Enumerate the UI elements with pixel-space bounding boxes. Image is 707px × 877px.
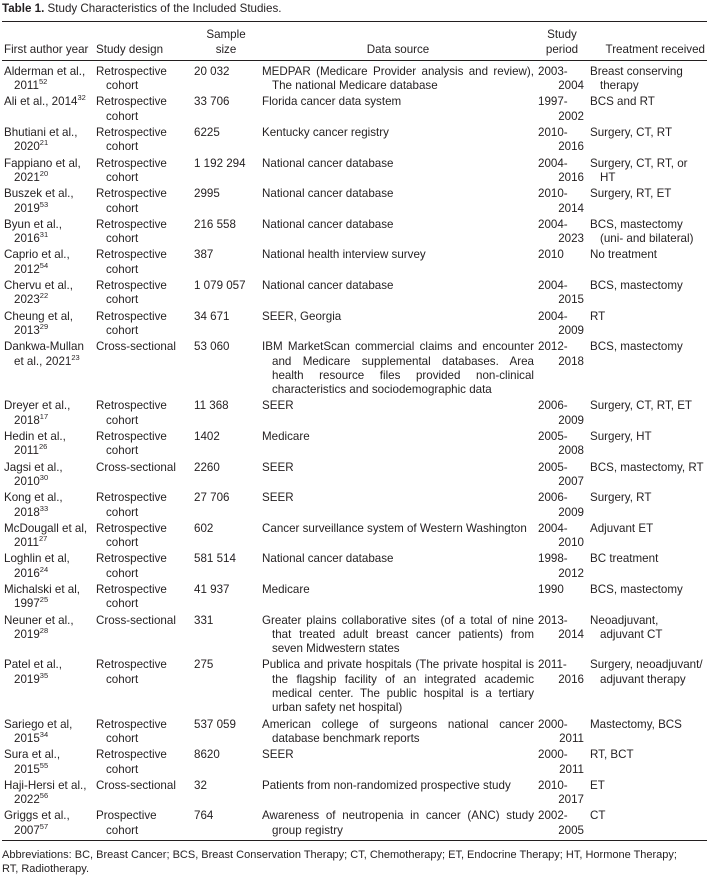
cell-study-period <box>536 60 588 94</box>
reference-number: 53 <box>39 199 49 209</box>
period-start: 2004- <box>538 521 568 535</box>
author-text: Buszek et al., 2019 <box>4 187 74 215</box>
period-start: 1990 <box>538 582 564 596</box>
author-text: Haji-Hersi et al., 2022 <box>4 778 87 807</box>
cell-data-source: Cancer surveillance system of Western Washington <box>262 521 527 535</box>
table-row <box>2 808 707 840</box>
cell-design: Retrospective cohort <box>96 399 167 427</box>
table-row <box>2 460 707 491</box>
cell-treatment: BC treatment <box>590 552 659 566</box>
reference-number: 31 <box>39 230 49 240</box>
period-start: 2003- <box>538 64 568 78</box>
cell-data-source: SEER <box>262 399 294 413</box>
author-text: Chervu et al., 2023 <box>4 279 73 307</box>
reference-number: 52 <box>38 77 48 87</box>
reference-number: 21 <box>39 138 49 148</box>
cell-treatment: Surgery, CT, RT, or HT <box>590 156 688 184</box>
cell-sample-size: 331 <box>194 613 214 627</box>
author-text: Patel et al., 2019 <box>4 658 63 686</box>
cell-author <box>2 60 94 94</box>
cell-design: Retrospective cohort <box>96 95 167 123</box>
period-start: 2010- <box>538 126 568 140</box>
cell-data-source: Kentucky cancer registry <box>262 126 389 140</box>
cell-design: Retrospective cohort <box>96 217 167 246</box>
cell-treatment: BCS and RT <box>590 95 655 109</box>
cell-sample-size: 387 <box>194 248 214 262</box>
cell-data-source: National cancer database <box>262 156 394 170</box>
cell-design: Cross-sectional <box>96 340 176 354</box>
cell-sample-size: 2995 <box>194 187 220 201</box>
period-start: 2006- <box>538 491 568 505</box>
author-text: Caprio et al., 2012 <box>4 248 70 276</box>
period-start: 1998- <box>538 552 568 566</box>
author-text: Sura et al., 2015 <box>4 748 61 776</box>
cell-data-source: SEER <box>262 460 294 474</box>
period-end: 2016 <box>558 672 584 686</box>
period-end: 2014 <box>558 201 584 215</box>
cell-sample-size: 275 <box>194 658 214 672</box>
table-row <box>2 217 707 248</box>
header-design: Study design <box>94 22 192 61</box>
author-text: Byun et al., 2016 <box>4 217 63 246</box>
period-end: 2009 <box>558 505 584 519</box>
cell-author <box>2 156 94 187</box>
cell-author <box>2 521 94 552</box>
cell-study-period <box>536 247 588 278</box>
cell-sample-size: 11 368 <box>194 399 229 413</box>
cell-author <box>2 778 94 809</box>
cell-data-source: Awareness of neutropenia in cancer (ANC) study group registry <box>260 808 536 840</box>
table-row <box>2 125 707 156</box>
table-title: Study Characteristics of the Included Studies. <box>47 2 282 15</box>
table-row <box>2 94 707 125</box>
table-row <box>2 613 707 658</box>
table-row <box>2 551 707 582</box>
cell-treatment: No treatment <box>590 248 658 262</box>
cell-study-period <box>536 398 588 429</box>
cell-study-period <box>536 582 588 613</box>
cell-study-period <box>536 521 588 552</box>
cell-study-period <box>536 747 588 778</box>
cell-study-period <box>536 94 588 125</box>
period-end: 2004 <box>558 79 584 93</box>
cell-data-source: Greater plains collaborative sites (of a total of nine that treated adult breast cancer patients) from seven Midwestern states <box>262 613 534 656</box>
cell-treatment: ET <box>590 778 605 792</box>
study-characteristics-table <box>2 21 707 841</box>
cell-sample-size: 32 <box>194 778 207 792</box>
cell-study-period <box>536 717 588 748</box>
reference-number: 55 <box>39 760 49 770</box>
cell-author <box>2 551 94 582</box>
period-end: 2008 <box>558 444 584 458</box>
period-end: 2005 <box>558 823 584 837</box>
table-row <box>2 156 707 187</box>
cell-design: Retrospective cohort <box>96 430 167 458</box>
author-text: Kong et al., 2018 <box>4 491 63 519</box>
cell-treatment: RT, BCT <box>590 748 634 762</box>
cell-treatment: Surgery, CT, RT, ET <box>590 399 693 413</box>
cell-treatment: Surgery, RT <box>590 491 652 505</box>
period-end: 2007 <box>558 474 584 488</box>
period-start: 2004- <box>538 156 568 170</box>
cell-treatment: CT <box>588 808 707 840</box>
period-end: 2010 <box>558 536 584 550</box>
cell-treatment: Surgery, neoadjuvant/ adjuvant therapy <box>590 658 703 686</box>
period-start: 2000- <box>538 717 568 731</box>
period-end: 2017 <box>558 793 584 807</box>
cell-data-source: Medicare <box>262 582 310 596</box>
period-end: 2016 <box>558 170 584 184</box>
period-start: 2005- <box>538 430 568 444</box>
author-text: Fappiano et al, 2021 <box>4 156 81 184</box>
cell-design: Retrospective cohort <box>96 582 167 611</box>
period-end: 2016 <box>558 140 584 154</box>
table-row <box>2 582 707 613</box>
cell-design: Retrospective cohort <box>96 658 167 686</box>
cell-study-period <box>536 613 588 658</box>
cell-treatment: BCS, mastectomy <box>590 340 683 354</box>
cell-design: Cross-sectional <box>96 613 176 627</box>
reference-number: 22 <box>39 291 49 301</box>
cell-author <box>2 613 94 658</box>
reference-number: 25 <box>39 595 49 605</box>
period-end: 2011 <box>559 762 584 776</box>
reference-number: 23 <box>71 352 80 362</box>
cell-study-period <box>536 460 588 491</box>
cell-sample-size: 27 706 <box>194 491 230 505</box>
reference-number: 17 <box>39 411 49 421</box>
reference-number: 56 <box>39 791 49 801</box>
author-text: Sariego et al, 2015 <box>4 717 73 745</box>
cell-design: Retrospective cohort <box>96 748 167 776</box>
header-study-period-line2: period <box>545 42 579 56</box>
cell-design: Retrospective cohort <box>96 309 167 337</box>
cell-treatment: Surgery, RT, ET <box>590 187 672 201</box>
cell-treatment: Breast conserving therapy <box>590 64 683 93</box>
author-text: Griggs et al., 2007 <box>4 809 70 837</box>
author-text: Loghlin et al, 2016 <box>4 552 70 580</box>
cell-study-period <box>536 429 588 460</box>
period-start: 2013- <box>538 613 568 627</box>
table-row <box>2 339 707 398</box>
period-start: 2010- <box>538 778 568 792</box>
cell-author <box>2 747 94 778</box>
reference-number: 32 <box>77 93 86 103</box>
cell-author <box>2 125 94 156</box>
cell-design: Retrospective cohort <box>96 126 167 154</box>
author-text: Dankwa-Mullan et al., 2021 <box>4 340 84 368</box>
cell-sample-size: 1 192 294 <box>194 156 246 170</box>
reference-number: 54 <box>39 260 49 270</box>
cell-data-source: SEER <box>262 491 294 505</box>
cell-sample-size: 764 <box>192 808 260 840</box>
header-study-period-line1: Study <box>547 28 577 42</box>
cell-author <box>2 309 94 340</box>
cell-study-period <box>536 278 588 309</box>
table-row <box>2 247 707 278</box>
cell-data-source: American college of surgeons national cancer database benchmark reports <box>262 717 534 745</box>
period-start: 2004- <box>538 309 568 323</box>
cell-data-source: Florida cancer data system <box>262 95 402 109</box>
cell-design: Retrospective cohort <box>96 156 167 184</box>
cell-author <box>2 657 94 716</box>
cell-author <box>2 490 94 521</box>
cell-design: Retrospective cohort <box>96 521 167 550</box>
cell-data-source: National cancer database <box>262 279 394 293</box>
author-text: Ali et al., 2014 <box>4 95 78 109</box>
cell-study-period <box>536 339 588 398</box>
cell-sample-size: 2260 <box>194 460 220 474</box>
cell-author <box>2 717 94 748</box>
cell-sample-size: 41 937 <box>194 582 230 596</box>
cell-data-source: SEER, Georgia <box>262 309 342 323</box>
reference-number: 34 <box>39 729 49 739</box>
table-footnote: Abbreviations: BC, Breast Cancer; BCS, Breast Conservation Therapy; CT, Chemotherapy; ET, Endocrine Therapy; HT, Hormone Therapy; RT, Radiotherapy. <box>2 849 677 876</box>
cell-author <box>2 460 94 491</box>
table-label: Table 1. <box>2 2 45 15</box>
cell-study-period <box>536 778 588 809</box>
cell-data-source: National health interview survey <box>262 248 426 262</box>
author-text: Michalski et al, 1997 <box>4 582 81 611</box>
table-row <box>2 490 707 521</box>
reference-number: 30 <box>39 472 49 482</box>
cell-sample-size: 34 671 <box>194 309 230 323</box>
cell-sample-size: 6225 <box>194 126 220 140</box>
period-start: 2010- <box>538 187 568 201</box>
period-start: 2006- <box>538 399 568 413</box>
cell-data-source: IBM MarketScan commercial claims and encounter and Medicare supplemental databases. Area health resource files provided non-clinical characteristics and sociodemographic data <box>262 340 534 397</box>
cell-sample-size: 1 079 057 <box>194 279 246 293</box>
reference-number: 28 <box>39 625 49 635</box>
cell-data-source: National cancer database <box>262 217 394 231</box>
cell-study-period <box>536 217 588 248</box>
header-sample-size-line1: Sample <box>206 28 246 42</box>
table-row <box>2 186 707 217</box>
table-row <box>2 309 707 340</box>
cell-design: Retrospective cohort <box>96 491 167 519</box>
period-end: 2015 <box>558 293 584 307</box>
author-text: Bhutiani et al., 2020 <box>4 126 78 154</box>
cell-sample-size: 216 558 <box>194 217 236 231</box>
table-row <box>2 657 707 716</box>
cell-design: Retrospective cohort <box>96 187 167 215</box>
cell-author <box>2 339 94 398</box>
cell-sample-size: 602 <box>194 521 214 535</box>
author-text: Cheung et al, 2013 <box>4 309 73 337</box>
cell-treatment: Neoadjuvant, adjuvant CT <box>590 613 663 641</box>
cell-study-period <box>536 808 588 840</box>
cell-author <box>2 94 94 125</box>
period-start: 2004- <box>538 279 568 293</box>
cell-author <box>2 186 94 217</box>
cell-study-period <box>536 156 588 187</box>
period-start: 2005- <box>538 460 568 474</box>
table-row <box>2 521 707 552</box>
period-end: 2023 <box>558 232 584 246</box>
cell-treatment: BCS, mastectomy <box>590 582 683 596</box>
cell-design: Retrospective cohort <box>96 552 167 580</box>
cell-sample-size: 8620 <box>194 748 220 762</box>
cell-design: Retrospective cohort <box>96 717 167 745</box>
cell-sample-size: 1402 <box>194 430 220 444</box>
cell-study-period <box>536 309 588 340</box>
period-start: 1997- <box>538 95 568 109</box>
reference-number: 33 <box>39 503 49 513</box>
author-text: Neuner et al., 2019 <box>4 613 74 641</box>
header-sample-size <box>192 22 260 61</box>
reference-number: 26 <box>38 442 48 452</box>
period-end: 2009 <box>558 413 584 427</box>
author-text: Hedin et al., 2011 <box>4 430 66 458</box>
cell-treatment: Adjuvant ET <box>590 521 654 535</box>
cell-author <box>2 247 94 278</box>
cell-treatment: Surgery, HT <box>590 430 652 444</box>
header-treatment: Treatment received <box>588 22 707 61</box>
cell-data-source: Patients from non-randomized prospective study <box>262 778 511 792</box>
cell-treatment: Surgery, CT, RT <box>590 126 673 140</box>
header-data-source: Data source <box>260 22 536 61</box>
table-row <box>2 429 707 460</box>
cell-study-period <box>536 186 588 217</box>
header-author: First author year <box>2 22 94 61</box>
header-sample-size-line2: size <box>215 42 237 56</box>
cell-data-source: National cancer database <box>262 552 394 566</box>
author-text: Jagsi et al., 2010 <box>4 460 63 488</box>
period-end: 2002 <box>558 109 584 123</box>
cell-author <box>2 429 94 460</box>
cell-author <box>2 278 94 309</box>
cell-study-period <box>536 125 588 156</box>
reference-number: 20 <box>39 168 49 178</box>
cell-design: Retrospective cohort <box>96 248 167 276</box>
cell-author <box>2 582 94 613</box>
cell-sample-size: 53 060 <box>194 340 230 354</box>
period-start: 2000- <box>538 748 568 762</box>
reference-number: 29 <box>39 321 49 331</box>
cell-data-source: Publica and private hospitals (The private hospital is the flagship facility of an integrated academic medical center. The public hospital is a tertiary urban safety net hospital) <box>262 658 534 715</box>
cell-design: Retrospective cohort <box>96 279 167 307</box>
cell-study-period <box>536 551 588 582</box>
cell-author <box>2 217 94 248</box>
cell-author <box>2 398 94 429</box>
reference-number: 57 <box>39 821 49 831</box>
table-caption <box>2 2 693 16</box>
header-study-period <box>536 22 588 61</box>
cell-treatment: RT <box>590 309 606 323</box>
cell-treatment: Mastectomy, BCS <box>590 717 682 731</box>
cell-sample-size: 20 032 <box>194 64 230 78</box>
cell-sample-size: 33 706 <box>194 95 230 109</box>
cell-data-source: Medicare <box>262 430 310 444</box>
cell-treatment: BCS, mastectomy, RT <box>590 460 704 474</box>
cell-data-source: National cancer database <box>262 187 394 201</box>
reference-number: 35 <box>39 670 49 680</box>
author-text: Dreyer et al., 2018 <box>4 399 71 427</box>
cell-sample-size: 581 514 <box>194 552 236 566</box>
cell-author <box>2 808 94 840</box>
cell-design: Retrospective cohort <box>96 64 167 93</box>
table-row <box>2 717 707 748</box>
reference-number: 24 <box>39 564 49 574</box>
author-text: McDougall et al, 2011 <box>4 521 88 550</box>
period-start: 2004- <box>538 217 568 231</box>
period-end: 2012 <box>558 566 584 580</box>
cell-data-source: MEDPAR (Medicare Provider analysis and review), The national Medicare database <box>262 64 534 93</box>
period-start: 2010 <box>538 248 564 262</box>
cell-study-period <box>536 490 588 521</box>
table-row <box>2 778 707 809</box>
period-start: 2011- <box>538 658 567 672</box>
period-end: 2009 <box>558 323 584 337</box>
period-start: 2002- <box>538 809 568 823</box>
cell-design: Prospective cohort <box>94 808 192 840</box>
author-text: Alderman et al., 2011 <box>4 64 86 93</box>
table-row <box>2 398 707 429</box>
cell-design: Cross-sectional <box>96 460 176 474</box>
period-start: 2012- <box>538 340 568 354</box>
reference-number: 27 <box>38 534 48 544</box>
cell-treatment: BCS, mastectomy <box>590 279 683 293</box>
header-row <box>2 22 707 61</box>
cell-sample-size: 537 059 <box>194 717 236 731</box>
table-row <box>2 60 707 94</box>
cell-data-source: SEER <box>262 748 294 762</box>
table-row <box>2 278 707 309</box>
table-row <box>2 747 707 778</box>
cell-study-period <box>536 657 588 716</box>
period-end: 2014 <box>558 627 584 641</box>
table-body <box>2 60 707 840</box>
cell-treatment: BCS, mastectomy (uni- and bilateral) <box>590 217 694 246</box>
cell-design: Cross-sectional <box>96 778 176 792</box>
period-end: 2011 <box>559 731 584 745</box>
period-end: 2018 <box>558 354 584 368</box>
